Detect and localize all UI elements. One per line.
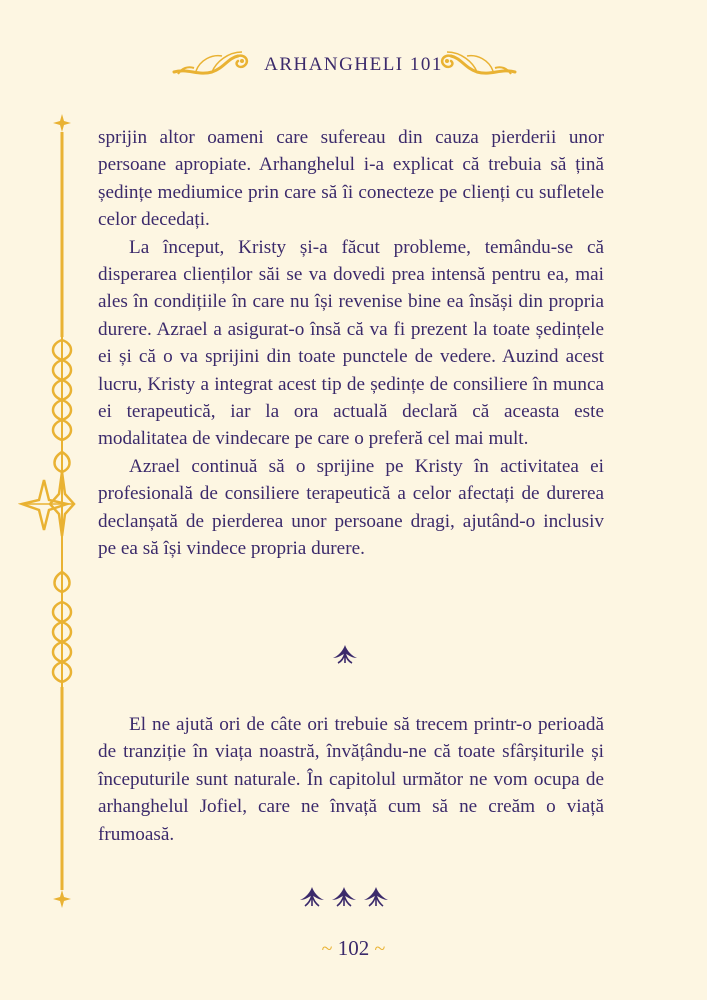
paragraph-1: sprijin altor oameni care sufereau din cauza pierderii unor persoane apropiate. Arhanghelul i-a explicat că trebuia să țină ședințe mediumice prin care să îi conecteze pe clienți cu sufletele celor decedați. bbox=[98, 127, 604, 231]
closing-paragraph: El ne ajută ori de câte ori trebuie să trecem printr-o perioadă de tranziție în viața noastră, învățându-ne că toate sfârșiturile și începuturile sunt naturale. În capitolul următor ne vom ocupa de arhanghelul Jofiel, care ne învață cum să ne creăm o viață frumoasă. bbox=[98, 714, 604, 845]
section-divider-ornament bbox=[332, 643, 358, 665]
right-flourish-ornament bbox=[437, 46, 517, 82]
paragraph-3: Azrael continuă să o sprijine pe Kristy în activitatea ei profesională de consiliere terapeutică a celor afectați de durerea declanșată de pierderea unor persoane dragi, ajutând-o inclusiv pe ea să își vindece propria durere. bbox=[98, 455, 604, 560]
closing-text bbox=[98, 711, 604, 848]
page-header bbox=[0, 42, 707, 82]
running-header-title: ARHANGHELI 101 bbox=[264, 54, 443, 75]
page-number: 102 bbox=[337, 936, 370, 960]
decorative-side-border bbox=[18, 112, 78, 912]
paragraph-2: La început, Kristy și-a făcut probleme, temându-se că disperarea clienților săi se va dovedi prea intensă pentru ea, mai ales în condițiile în care nu își revenise bine ea însăși din propria durere. Azrael a asigurat-o însă că va fi prezent la toate ședințele ei și că o va sprijini din toate punctele de vedere. Auzind acest lucru, Kristy a integrat acest tip de ședințe de consiliere în munca ei terapeutică, iar la ora actuală declară că aceasta este modalitatea de vindecare pe care o preferă cel mai mult. bbox=[98, 236, 604, 450]
footer-tilde-right: ~ bbox=[374, 938, 386, 960]
end-divider-ornament bbox=[298, 885, 390, 909]
body-text bbox=[98, 124, 604, 563]
footer-tilde-left: ~ bbox=[321, 938, 333, 960]
page-footer bbox=[0, 936, 707, 961]
